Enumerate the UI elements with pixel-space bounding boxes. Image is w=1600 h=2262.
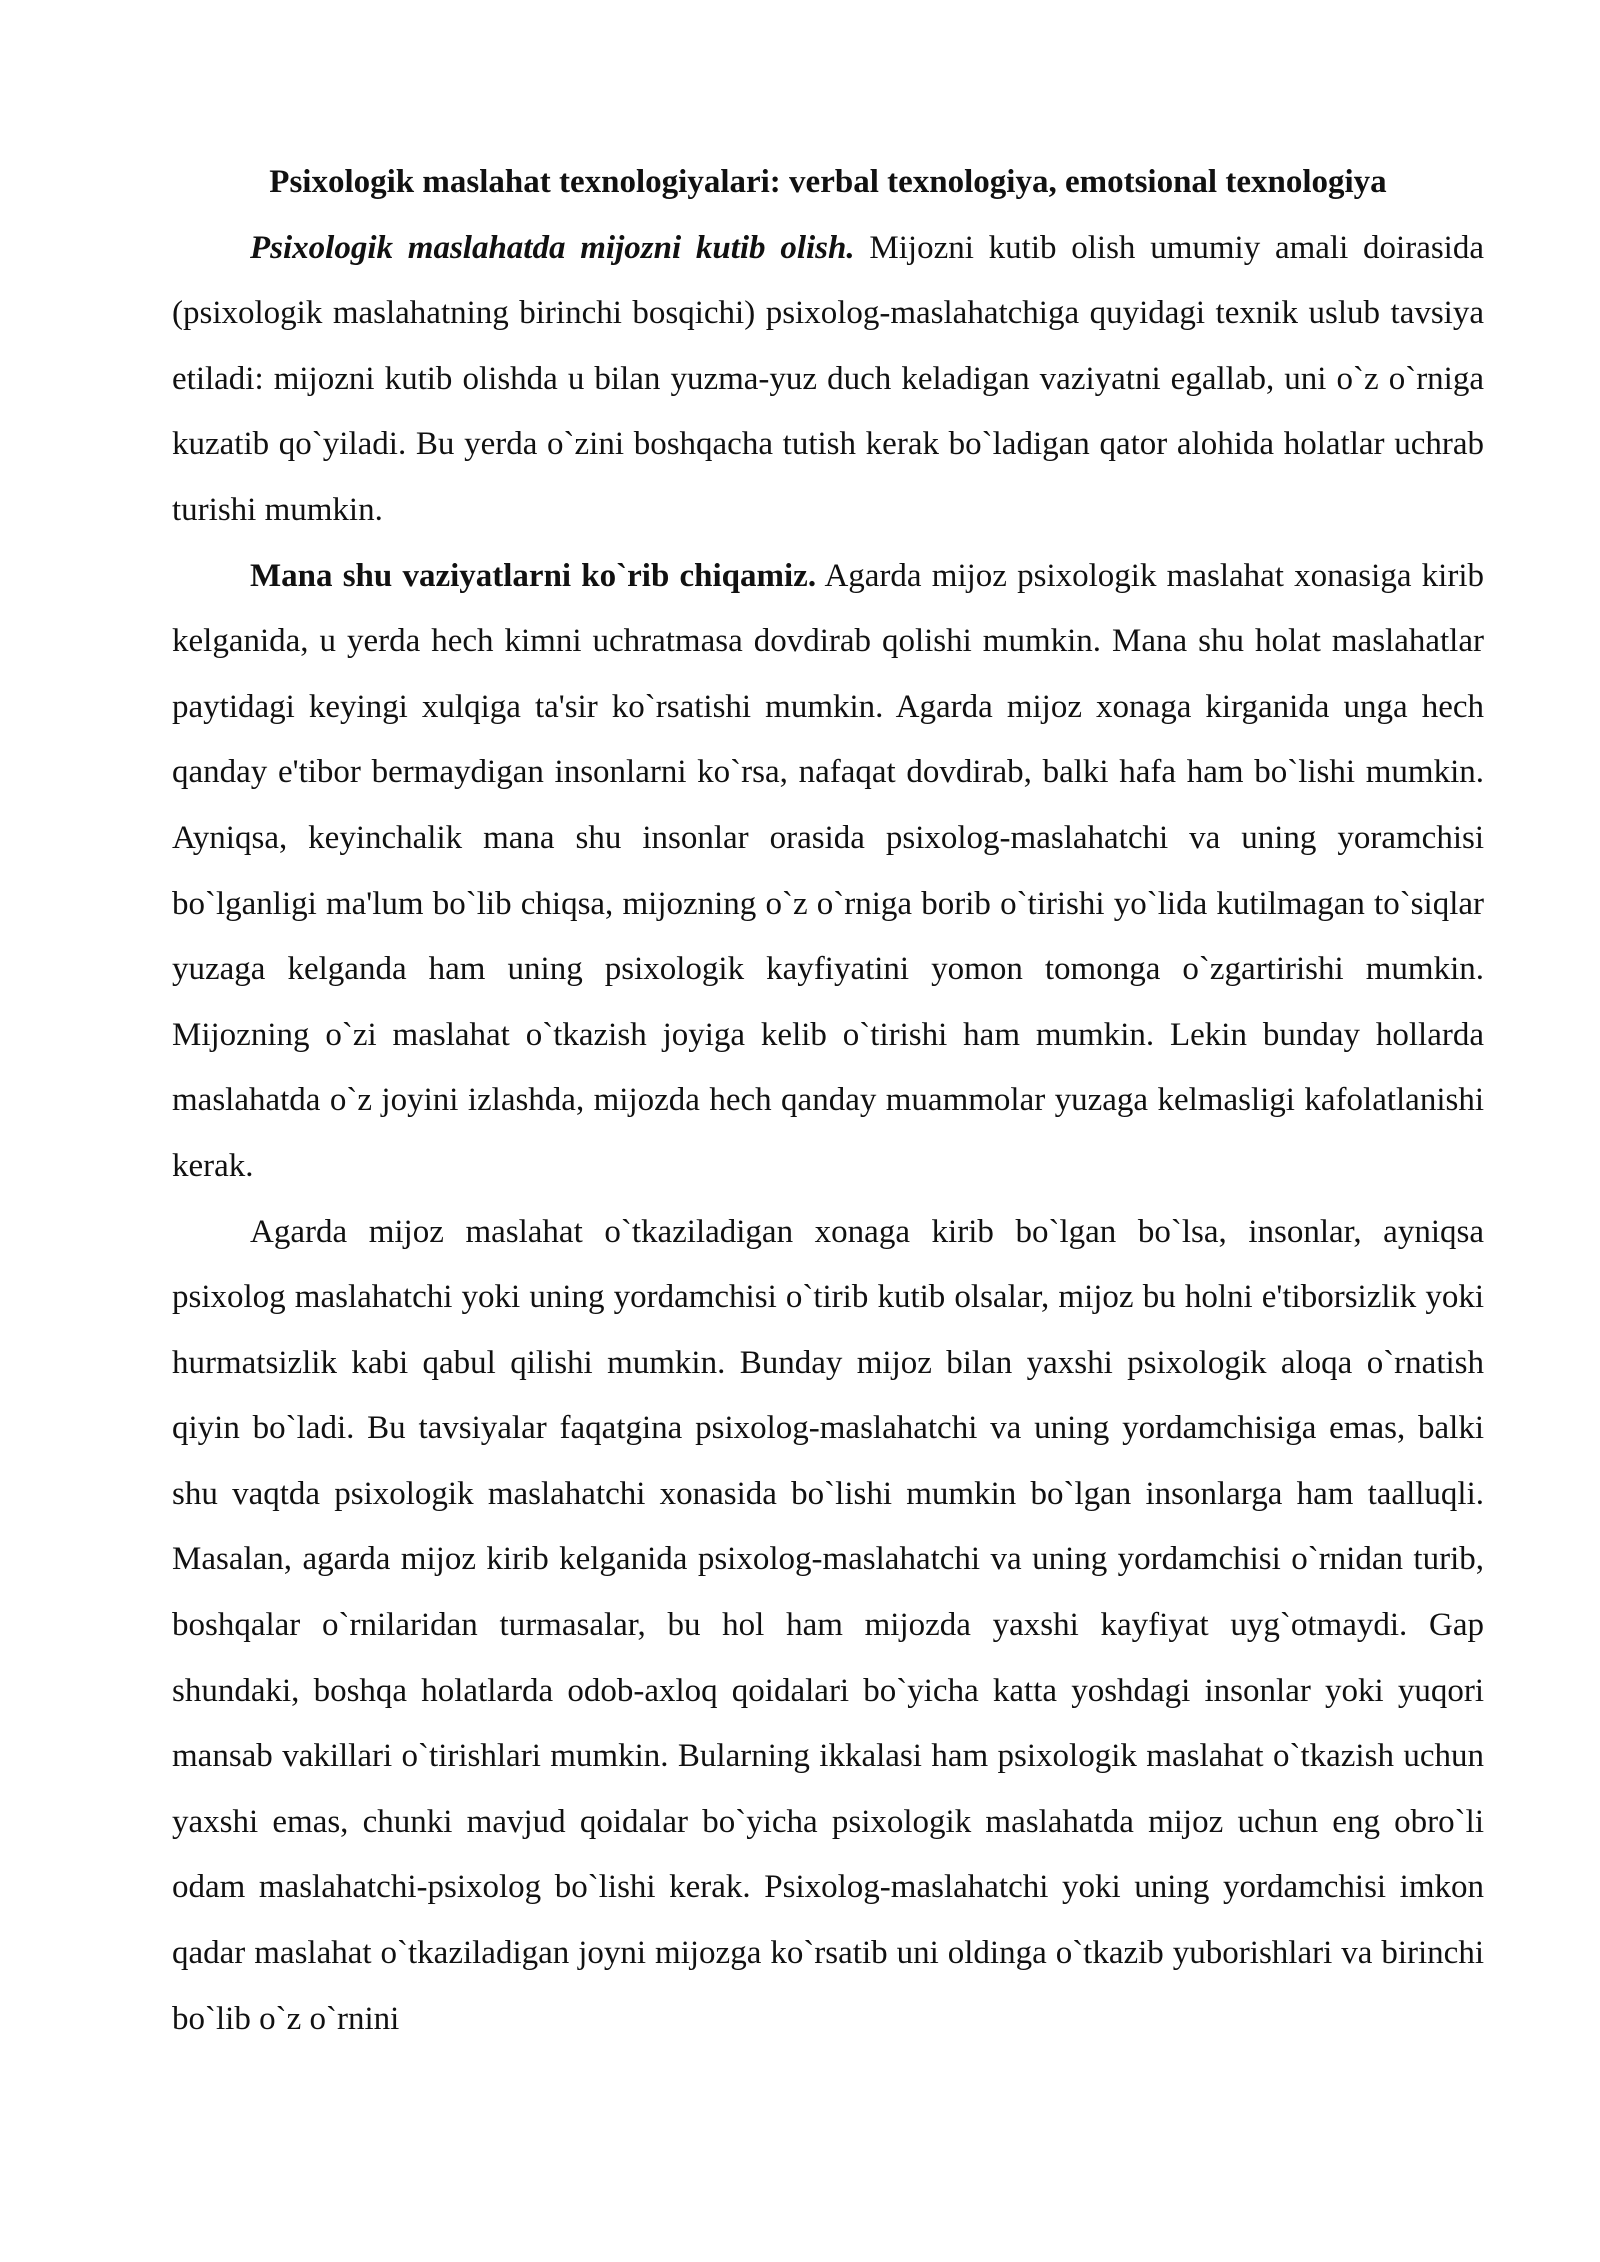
paragraph-1-lead: Psixologik maslahatda mijozni kutib olish. (250, 229, 855, 266)
paragraph-2-text: Agarda mijoz psixologik maslahat xonasiga kirib kelganida, u yerda hech kimni uchratmasa dovdirab qolishi mumkin. Mana shu holat maslahatlar paytidagi keyingi xulqiga ta'sir ko`rsatishi mumkin. Agarda mijoz xonaga kirganida unga hech qanday e'tibor bermaydigan insonlarni ko`rsa, nafaqat dovdirab, balki hafa ham bo`lishi mumkin. Ayniqsa, keyinchalik mana shu insonlar orasida psixolog-maslahatchi va uning yoramchisi bo`lganligi ma'lum bo`lib chiqsa, mijozning o`z o`rniga borib o`tirishi yo`lida kutilmagan to`siqlar yuzaga kelganda ham uning psixologik kayfiyatini yomon tomonga o`zgartirishi mumkin. Mijozning o`zi maslahat o`tkazish joyiga kelib o`tirishi ham mumkin. Lekin bunday hollarda maslahatda o`z joyini izlashda, mijozda hech qanday muammolar yuzaga kelmasligi kafolatlanishi kerak. (172, 557, 1484, 1184)
paragraph-2 (172, 544, 1484, 1200)
document-title: Psixologik maslahat texnologiyalari: verbal texnologiya, emotsional texnologiya (269, 164, 1387, 200)
document-page (172, 150, 1484, 2052)
paragraph-3-text: Agarda mijoz maslahat o`tkaziladigan xonaga kirib bo`lgan bo`lsa, insonlar, ayniqsa psixolog maslahatchi yoki uning yordamchisi o`tirib kutib olsalar, mijoz bu holni e'tiborsizlik yoki hurmatsizlik kabi qabul qilishi mumkin. Bunday mijoz bilan yaxshi psixologik aloqa o`rnatish qiyin bo`ladi. Bu tavsiyalar faqatgina psixolog-maslahatchi va uning yordamchisiga emas, balki shu vaqtda psixologik maslahatchi xonasida bo`lishi mumkin bo`lgan insonlarga ham taalluqli. Masalan, agarda mijoz kirib kelganida psixolog-maslahatchi va uning yordamchisi o`rnidan turib, boshqalar o`rnilaridan turmasalar, bu hol ham mijozda yaxshi kayfiyat uyg`otmaydi. Gap shundaki, boshqa holatlarda odob-axloq qoidalari bo`yicha katta yoshdagi insonlar yoki yuqori mansab vakillari o`tirishlari mumkin. Bularning ikkalasi ham psixologik maslahat o`tkazish uchun yaxshi emas, chunki mavjud qoidalar bo`yicha psixologik maslahatda mijoz uchun eng obro`li odam maslahatchi-psixolog bo`lishi kerak. Psixolog-maslahatchi yoki uning yordamchisi imkon qadar maslahat o`tkaziladigan joyni mijozga ko`rsatib uni oldinga o`tkazib yuborishlari va birinchi bo`lib o`z o`rnini (172, 1213, 1484, 2037)
paragraph-2-lead: Mana shu vaziyatlarni ko`rib chiqamiz. (250, 557, 817, 594)
paragraph-3 (172, 1200, 1484, 2053)
paragraph-1-text: Mijozni kutib olish umumiy amali doirasida (psixologik maslahatning birinchi bosqichi) psixolog-maslahatchiga quyidagi texnik uslub tavsiya etiladi: mijozni kutib olishda u bilan yuzma-yuz duch keladigan vaziyatni egallab, uni o`z o`rniga kuzatib qo`yiladi. Bu yerda o`zini boshqacha tutish kerak bo`ladigan qator alohida holatlar uchrab turishi mumkin. (172, 229, 1484, 528)
paragraph-1 (172, 216, 1484, 544)
